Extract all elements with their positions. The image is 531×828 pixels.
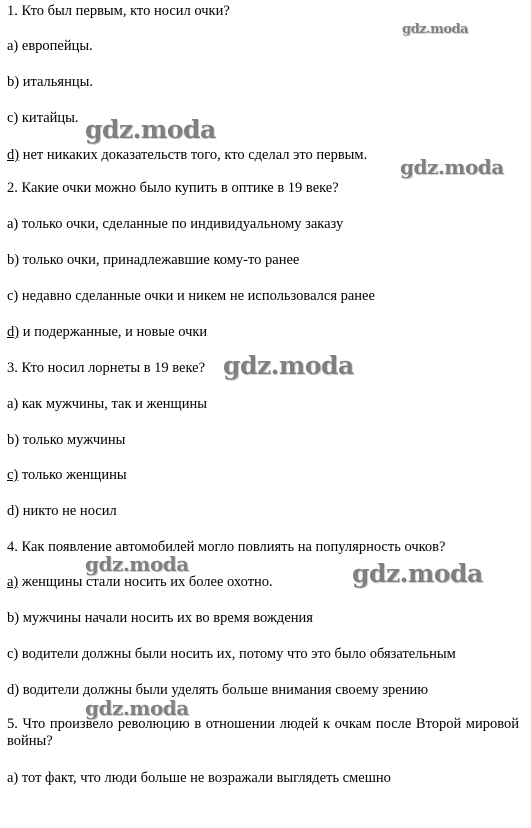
- question-5: 5. Что произвело революцию в отношении людей к очкам после Второй мировой войны?: [7, 716, 519, 750]
- option-2c: [7, 288, 375, 305]
- option-text: тот факт, что люди больше не возражали выглядеть смешно: [18, 770, 391, 786]
- option-letter: b): [7, 432, 20, 448]
- option-letter: a): [7, 396, 19, 412]
- option-text: только женщины: [18, 467, 127, 483]
- watermark: gdz.moda: [85, 115, 216, 144]
- watermark: gdz.moda: [85, 696, 189, 720]
- watermark: gdz.moda: [223, 351, 354, 380]
- option-text: как мужчины, так и женщины: [18, 396, 207, 412]
- option-4a: [7, 574, 273, 591]
- option-1c: [7, 110, 79, 127]
- option-5a: [7, 770, 391, 787]
- option-4d: [7, 682, 428, 699]
- option-3c: [7, 467, 127, 484]
- option-letter-marked: d): [7, 324, 20, 340]
- option-letter-marked: c): [7, 467, 19, 483]
- option-4b: [7, 610, 313, 627]
- option-text: водители должны были носить их, потому что это было обязательным: [18, 646, 456, 662]
- option-letter: a): [7, 38, 19, 54]
- option-3b: [7, 432, 125, 449]
- option-2b: [7, 252, 299, 269]
- option-text: водители должны были уделять больше внимания своему зрению: [19, 682, 429, 698]
- option-letter: b): [7, 252, 20, 268]
- option-letter: c): [7, 110, 19, 126]
- option-1a: [7, 38, 93, 55]
- option-1b: [7, 74, 93, 91]
- option-letter: c): [7, 288, 19, 304]
- watermark: gdz.moda: [402, 22, 469, 37]
- watermark: gdz.moda: [85, 552, 189, 576]
- option-text: только очки, сделанные по индивидуальному заказу: [18, 216, 344, 232]
- question-1: 1. Кто был первым, кто носил очки?: [7, 3, 230, 19]
- option-text: нет никаких доказательств того, кто сделал это первым.: [19, 147, 368, 163]
- watermark: gdz.moda: [352, 559, 483, 588]
- option-letter: d): [7, 682, 20, 698]
- option-letter: a): [7, 216, 19, 232]
- option-text: и подержанные, и новые очки: [19, 324, 208, 340]
- option-3a: [7, 396, 207, 413]
- option-letter: b): [7, 610, 20, 626]
- question-3: 3. Кто носил лорнеты в 19 веке?: [7, 360, 206, 376]
- question-2: 2. Какие очки можно было купить в оптике в 19 веке?: [7, 180, 339, 196]
- option-4c: [7, 646, 456, 663]
- option-letter: d): [7, 503, 20, 519]
- option-2d: [7, 324, 207, 341]
- option-text: только мужчины: [19, 432, 126, 448]
- question-4: 4. Как появление автомобилей могло повлиять на популярность очков?: [7, 539, 446, 555]
- option-letter: a): [7, 770, 19, 786]
- option-1d: [7, 147, 367, 164]
- option-text: итальянцы.: [19, 74, 93, 90]
- option-text: никто не носил: [19, 503, 117, 519]
- option-text: мужчины начали носить их во время вождения: [19, 610, 313, 626]
- option-2a: [7, 216, 343, 233]
- option-letter: c): [7, 646, 19, 662]
- option-letter-marked: a): [7, 574, 19, 590]
- option-letter: b): [7, 74, 20, 90]
- option-text: китайцы.: [18, 110, 79, 126]
- option-text: европейцы.: [18, 38, 93, 54]
- option-text: женщины стали носить их более охотно.: [18, 574, 273, 590]
- option-text: недавно сделанные очки и никем не использовался ранее: [18, 288, 375, 304]
- option-letter-marked: d): [7, 147, 20, 163]
- option-3d: [7, 503, 117, 520]
- option-text: только очки, принадлежавшие кому-то ранее: [19, 252, 300, 268]
- watermark: gdz.moda: [400, 155, 504, 179]
